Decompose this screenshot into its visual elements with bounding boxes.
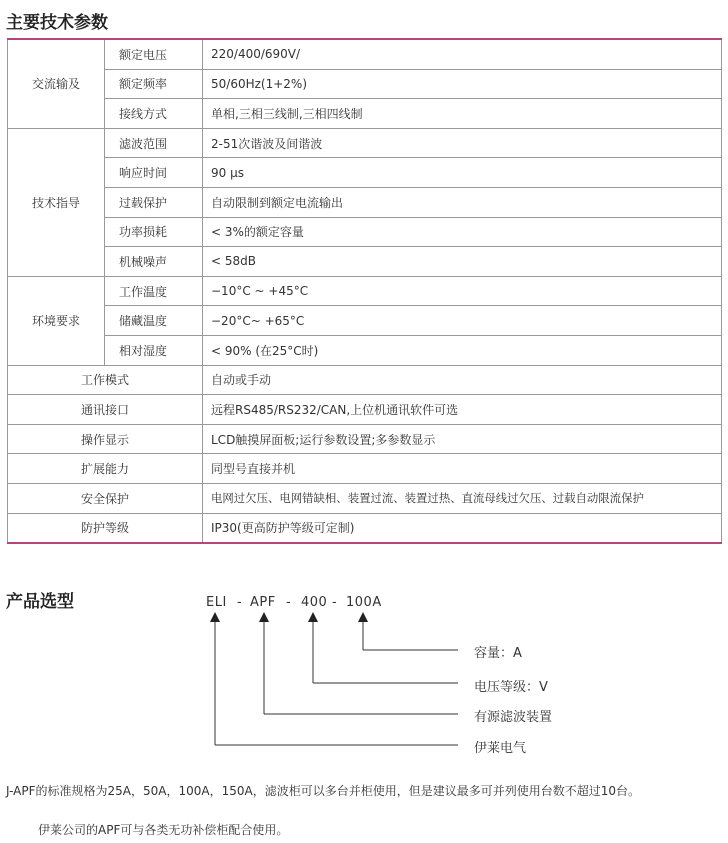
table-row [8, 217, 722, 247]
table-row [8, 39, 722, 69]
param-label: 机械噪声 [105, 247, 203, 277]
param-label: 通讯接口 [8, 395, 203, 425]
param-value: −20°C~ +65°C [203, 306, 722, 336]
table-row [8, 128, 722, 158]
selection-section-title: 产品选型 [6, 592, 74, 612]
note-specification: J-APF的标准规格为25A，50A，100A，150A，滤波柜可以多台并柜使用，但是建议最多可并列使用台数不超过10台。 [6, 784, 640, 798]
table-row [8, 454, 722, 484]
table-row [8, 306, 722, 336]
legend-capacity: 容量：A [474, 646, 522, 661]
param-label: 储藏温度 [105, 306, 203, 336]
model-separator: - [237, 595, 243, 610]
param-value: 电网过欠压、电网错缺相、装置过流、装置过热、直流母线过欠压、过载自动限流保护 [203, 483, 722, 513]
table-row [8, 158, 722, 188]
legend-brand: 伊莱电气 [474, 741, 527, 756]
param-label: 相对湿度 [105, 335, 203, 365]
arrow-up-icon [210, 612, 220, 622]
specs-table [7, 38, 722, 544]
specs-section-title: 主要技术参数 [6, 13, 108, 33]
model-separator: - [286, 595, 292, 610]
param-label: 响应时间 [105, 158, 203, 188]
param-label: 操作显示 [8, 424, 203, 454]
table-row [8, 395, 722, 425]
param-value: 220/400/690V/ [203, 39, 722, 69]
table-row [8, 99, 722, 129]
note-compatibility: 伊莱公司的APF可与各类无功补偿柜配合使用。 [38, 823, 289, 837]
param-value: 2-51次谐波及间谐波 [203, 128, 722, 158]
group-cell: 技术指导 [8, 128, 105, 276]
param-label: 防护等级 [8, 513, 203, 543]
param-value: IP30(更高防护等级可定制) [203, 513, 722, 543]
param-value: 远程RS485/RS232/CAN,上位机通讯软件可选 [203, 395, 722, 425]
table-row [8, 483, 722, 513]
legend-voltage: 电压等级：V [474, 680, 548, 695]
table-row [8, 424, 722, 454]
param-value: 单相,三相三线制,三相四线制 [203, 99, 722, 129]
param-label: 过载保护 [105, 187, 203, 217]
arrow-up-icon [308, 612, 318, 622]
param-label: 工作温度 [105, 276, 203, 306]
param-label: 额定电压 [105, 39, 203, 69]
group-cell: 交流输及 [8, 39, 105, 128]
table-row [8, 247, 722, 277]
table-row [8, 276, 722, 306]
param-value: 50/60Hz(1+2%) [203, 69, 722, 99]
model-segment-type: APF [250, 595, 276, 610]
param-value: LCD触摸屏面板;运行参数设置;多参数显示 [203, 424, 722, 454]
param-value: 90 μs [203, 158, 722, 188]
param-value: < 58dB [203, 247, 722, 277]
model-segment-brand: ELI [206, 595, 227, 610]
legend-type: 有源滤波装置 [474, 710, 553, 725]
param-label: 滤波范围 [105, 128, 203, 158]
param-label: 接线方式 [105, 99, 203, 129]
param-value: < 3%的额定容量 [203, 217, 722, 247]
model-separator: - [332, 595, 338, 610]
param-label: 工作模式 [8, 365, 203, 395]
table-row [8, 335, 722, 365]
param-label: 功率损耗 [105, 217, 203, 247]
param-label: 安全保护 [8, 483, 203, 513]
param-value: 自动限制到额定电流输出 [203, 187, 722, 217]
param-value: 自动或手动 [203, 365, 722, 395]
param-value: < 90% (在25°C时) [203, 335, 722, 365]
arrow-up-icon [259, 612, 269, 622]
table-row [8, 187, 722, 217]
group-cell: 环境要求 [8, 276, 105, 365]
table-row [8, 513, 722, 543]
table-row [8, 69, 722, 99]
param-label: 额定频率 [105, 69, 203, 99]
param-value: −10°C ~ +45°C [203, 276, 722, 306]
model-segment-voltage: 400 [301, 595, 328, 610]
table-row [8, 365, 722, 395]
param-value: 同型号直接并机 [203, 454, 722, 484]
param-label: 扩展能力 [8, 454, 203, 484]
model-segment-capacity: 100A [346, 595, 382, 610]
arrow-up-icon [358, 612, 368, 622]
